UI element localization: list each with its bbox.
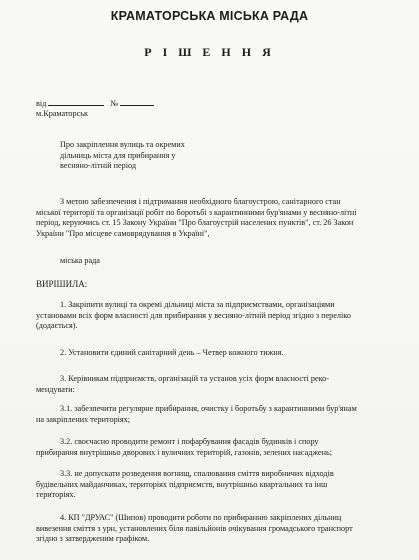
- item-4: [36, 513, 353, 545]
- preamble-line: України "Про місцеве самоврядування в Україні",: [36, 228, 210, 238]
- item-line: 2. Установити єдиний санітарний день – Четвер кожного тижня.: [60, 348, 284, 357]
- item-3-2: [36, 437, 332, 458]
- subject-line: дільниць міста для прибирання у: [60, 150, 176, 160]
- item-line: згідно з затвердженим графіком.: [36, 534, 150, 544]
- item-3-1: [36, 404, 357, 425]
- number-blank: [120, 99, 154, 106]
- item-line: 3.2. своєчасно проводити ремонт і пофарбування фасадів будинків і спору: [60, 437, 319, 446]
- item-line: мендувати:: [36, 384, 75, 394]
- item-2: [36, 348, 283, 359]
- item-line: установами всіх форм власності для прибирання у весняно-літній період згідно з переліко: [36, 310, 351, 320]
- council-phrase: міська рада: [60, 256, 100, 265]
- item-line: 1. Закріпити вулиці та окремі дільниці міста за підприємствами, організаціями: [60, 300, 335, 309]
- preamble-line: З метою забезпечення і підтримання необхідного благоустрою, санітарного стан: [60, 197, 341, 206]
- item-line: будівельних майданчиках, територіях підприємств, внутрішньо квартальних та інш: [36, 479, 328, 489]
- item-line: прибирання внутрішньо дворових і вуличних територій, газонів, зелених насаджень;: [36, 447, 333, 457]
- subject-block: [60, 140, 185, 172]
- item-1: [36, 300, 351, 332]
- preamble-line: міської території та організації робіт по боротьбі з карантинними бур'янами у весняно-літні: [36, 207, 357, 217]
- date-number-line: [36, 99, 154, 109]
- from-label: від: [36, 99, 47, 108]
- item-line: на закріплених територіях;: [36, 414, 131, 424]
- preamble-block: [36, 197, 416, 239]
- item-3: [36, 374, 329, 395]
- item-line: територіях.: [36, 490, 76, 500]
- resolved-heading: ВИРІШИЛА:: [36, 279, 88, 289]
- item-line: (додається).: [36, 321, 78, 331]
- number-label: №: [110, 99, 119, 108]
- item-line: 3.3. не допускати розведення вогнищ, спалювання сміття виробничих відходів: [60, 469, 334, 478]
- item-line: 3. Керівникам підприємств, організацій та установ усіх форм власності реко-: [60, 374, 329, 383]
- item-line: вивезення сміття з урн, установлених біля павільйонів очікування громадського транспорт: [36, 523, 353, 533]
- item-line: 4. КП "ДРУАС" (Шипов) проводити роботи по прибиранню закріплених дільниц: [60, 513, 342, 522]
- item-line: 3.1. забезпечити регулярне прибирання, очистку і боротьбу з карантинними бур'янам: [60, 404, 357, 413]
- item-3-3: [36, 469, 334, 501]
- preamble-line: період, керуючись ст. 15 Закону України "Про благоустрій населених пунктів", ст. 26 Закон: [36, 218, 354, 228]
- document-title: Р І Ш Е Н Н Я: [144, 45, 275, 59]
- subject-line: Про закріплення вулиць та окремих: [60, 140, 185, 149]
- council-name: КРАМАТОРСЬКА МІСЬКА РАДА: [110, 9, 309, 23]
- city-name: м.Краматорськ: [36, 109, 88, 118]
- subject-line: весняно-літній період: [60, 161, 137, 171]
- date-blank: [48, 99, 104, 106]
